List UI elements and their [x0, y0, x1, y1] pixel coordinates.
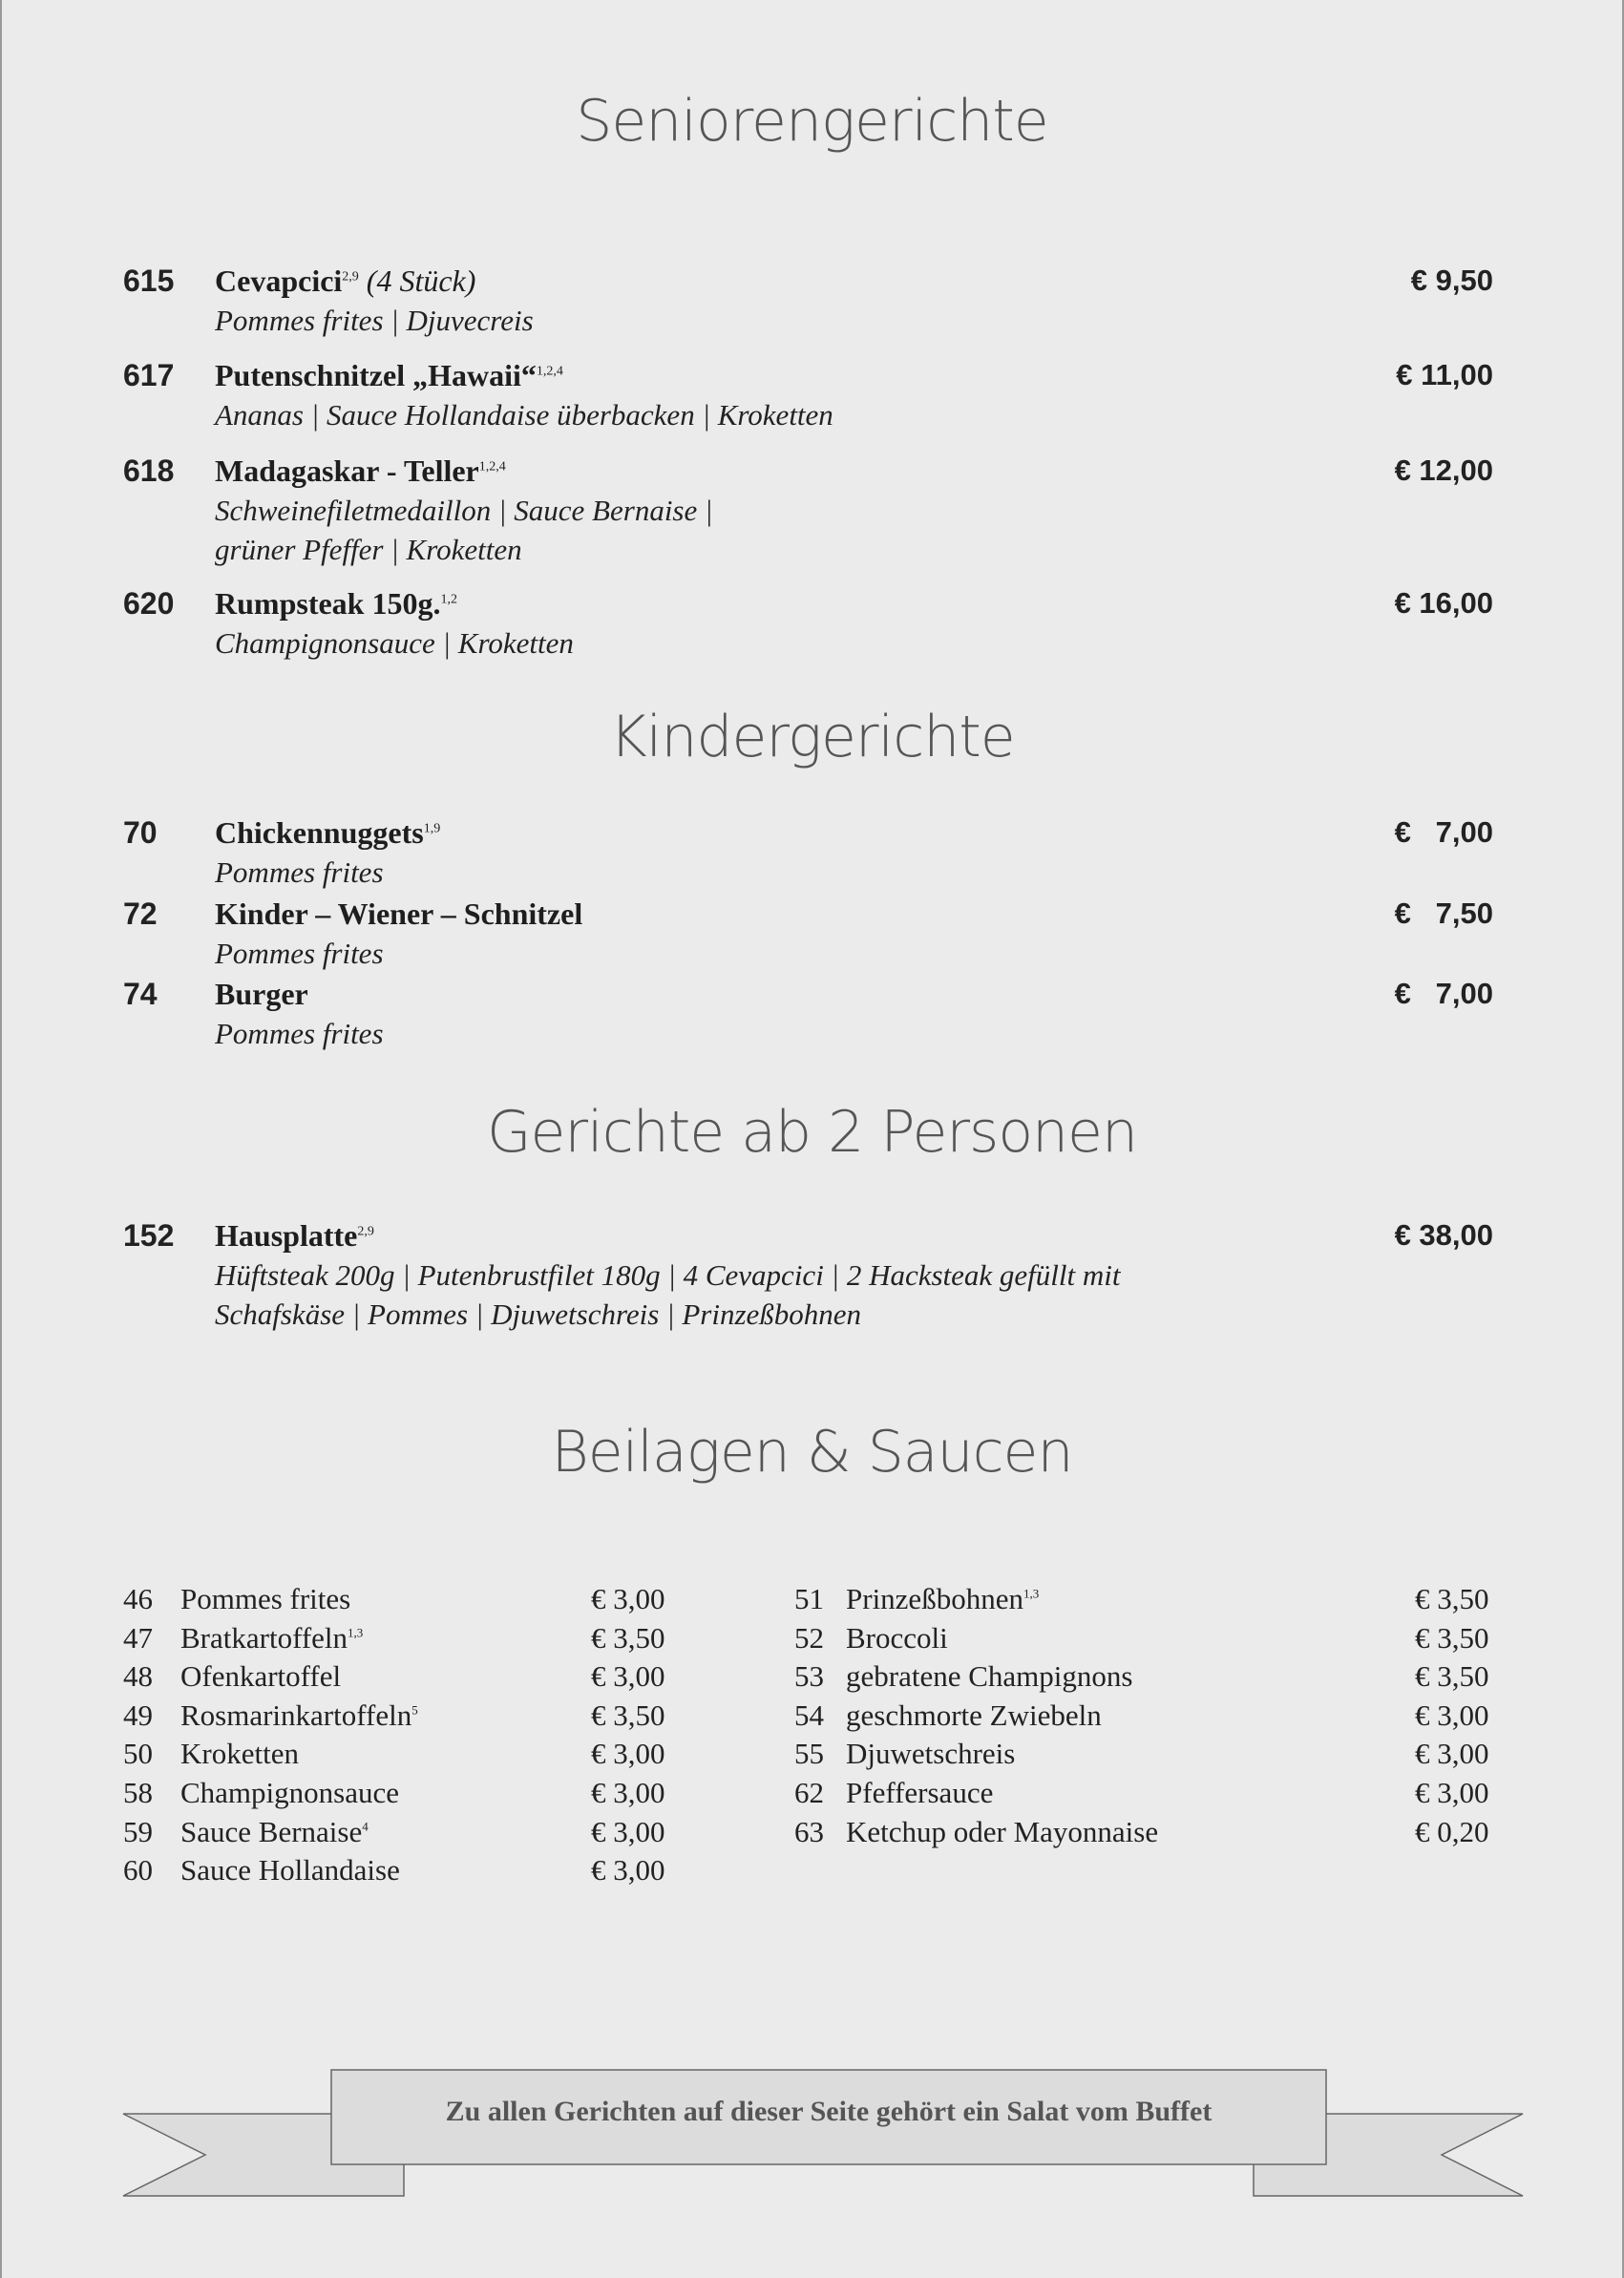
allergen-codes: 1,9 [423, 821, 441, 836]
side-number: 50 [123, 1737, 153, 1771]
side-name-text: geschmorte Zwiebeln [846, 1698, 1102, 1732]
item-number: 618 [123, 453, 175, 488]
side-number: 51 [794, 1582, 824, 1615]
allergen-codes: 1,3 [1023, 1586, 1040, 1601]
item-name-text: Cevapcici [215, 264, 343, 298]
allergen-codes: 1,3 [348, 1625, 364, 1640]
side-number: 46 [123, 1582, 153, 1615]
side-name-text: Sauce Hollandaise [180, 1853, 400, 1888]
banner-text: Zu allen Gerichten auf dieser Seite gehört ein Salat vom Buffet [445, 2096, 1213, 2127]
side-number: 63 [794, 1814, 824, 1848]
side-price: € 3,50 [591, 1698, 665, 1732]
side-number: 49 [123, 1698, 153, 1732]
side-price: € 3,00 [591, 1853, 665, 1888]
item-number: 152 [123, 1218, 175, 1253]
item-price: € 7,00 [1394, 977, 1493, 1010]
item-description: grüner Pfeffer | Kroketten [215, 533, 522, 566]
allergen-codes: 1,2 [440, 592, 457, 607]
item-number: 617 [123, 358, 175, 392]
side-name-text: Pfeffersauce [846, 1776, 994, 1809]
side-number: 55 [794, 1737, 824, 1771]
item-number: 72 [123, 896, 158, 931]
side-number: 60 [123, 1853, 153, 1888]
item-price: € 7,00 [1394, 815, 1493, 849]
allergen-codes: 1,2,4 [478, 459, 506, 475]
item-name-text: Hausplatte [215, 1218, 358, 1253]
side-price: € 3,50 [1415, 1659, 1489, 1694]
side-name-text: Bratkartoffeln [180, 1620, 348, 1655]
item-name-text: Kinder – Wiener – Schnitzel [215, 896, 583, 931]
item-name-text: Rumpsteak 150g. [215, 586, 441, 621]
item-price: € 11,00 [1396, 358, 1493, 391]
side-number: 48 [123, 1659, 153, 1694]
item-description: Champignonsauce | Kroketten [215, 626, 574, 660]
side-price: € 3,00 [591, 1737, 665, 1771]
side-number: 47 [123, 1620, 153, 1655]
side-price: € 3,50 [591, 1620, 665, 1655]
item-number: 615 [123, 264, 175, 298]
side-name-text: Kroketten [180, 1737, 299, 1771]
side-name-text: Sauce Bernaise [180, 1814, 363, 1848]
item-price: € 7,50 [1394, 896, 1493, 930]
side-name-text: Ofenkartoffel [180, 1659, 342, 1694]
side-number: 52 [794, 1620, 824, 1655]
item-name-text: Chickennuggets [215, 815, 424, 850]
item-name-text: Madagaskar - Teller [215, 453, 479, 488]
allergen-codes: 1,2,4 [536, 364, 563, 379]
allergen-codes: 2,9 [357, 1224, 374, 1239]
heading-kindergerichte: Kindergerichte [609, 704, 1015, 770]
side-name-text: Pommes frites [180, 1582, 351, 1615]
side-name-text: Broccoli [846, 1620, 948, 1655]
item-description: Schweinefiletmedaillon | Sauce Bernaise | [215, 494, 713, 527]
allergen-codes: 4 [362, 1819, 369, 1834]
side-price: € 3,00 [591, 1776, 665, 1809]
side-price: € 3,00 [591, 1659, 665, 1694]
allergen-codes: 5 [411, 1702, 418, 1718]
side-price: € 3,00 [1415, 1737, 1489, 1771]
item-name-text: Burger [215, 977, 308, 1011]
item-price: € 12,00 [1394, 453, 1493, 487]
item-name-text: Putenschnitzel „Hawaii“ [215, 358, 537, 392]
item-price: € 16,00 [1394, 586, 1493, 620]
item-quantity: (4 Stück) [366, 264, 476, 298]
item-number: 70 [123, 815, 158, 850]
item-description: Ananas | Sauce Hollandaise überbacken | Kroketten [215, 398, 833, 432]
item-description: Pommes frites | Djuvecreis [215, 304, 534, 337]
item-description: Pommes frites [215, 937, 384, 970]
item-number: 74 [123, 977, 158, 1011]
item-description: Hüftsteak 200g | Putenbrustfilet 180g | 4 Cevapcici | 2 Hacksteak gefüllt mit [215, 1258, 1121, 1292]
side-price: € 3,50 [1415, 1582, 1489, 1615]
side-name-text: Rosmarinkartoffeln [180, 1698, 412, 1732]
item-number: 620 [123, 586, 175, 621]
side-price: € 3,00 [591, 1582, 665, 1615]
heading-seniorengerichte: Seniorengerichte [576, 88, 1048, 155]
side-name-text: gebratene Champignons [846, 1659, 1133, 1694]
side-name-text: Ketchup oder Mayonnaise [846, 1814, 1159, 1848]
item-price: € 38,00 [1394, 1218, 1493, 1252]
side-number: 58 [123, 1776, 153, 1809]
side-price: € 3,00 [1415, 1776, 1489, 1809]
side-name-text: Champignonsauce [180, 1776, 400, 1809]
side-price: € 3,00 [591, 1814, 665, 1848]
item-description: Pommes frites [215, 1017, 384, 1050]
item-price: € 9,50 [1410, 264, 1493, 297]
heading-beilagen-saucen: Beilagen & Saucen [551, 1419, 1073, 1486]
heading-gerichte-ab-2-personen: Gerichte ab 2 Personen [486, 1099, 1137, 1166]
side-number: 59 [123, 1814, 153, 1848]
side-price: € 0,20 [1415, 1814, 1489, 1848]
side-name-text: Prinzeßbohnen [846, 1582, 1023, 1615]
side-name-text: Djuwetschreis [846, 1737, 1016, 1771]
side-number: 54 [794, 1698, 824, 1732]
item-description: Pommes frites [215, 855, 384, 889]
side-number: 53 [794, 1659, 824, 1694]
item-description: Schafskäse | Pommes | Djuwetschreis | Prinzeßbohnen [215, 1297, 862, 1331]
allergen-codes: 2,9 [342, 269, 359, 285]
side-price: € 3,00 [1415, 1698, 1489, 1732]
side-price: € 3,50 [1415, 1620, 1489, 1655]
side-number: 62 [794, 1776, 824, 1809]
